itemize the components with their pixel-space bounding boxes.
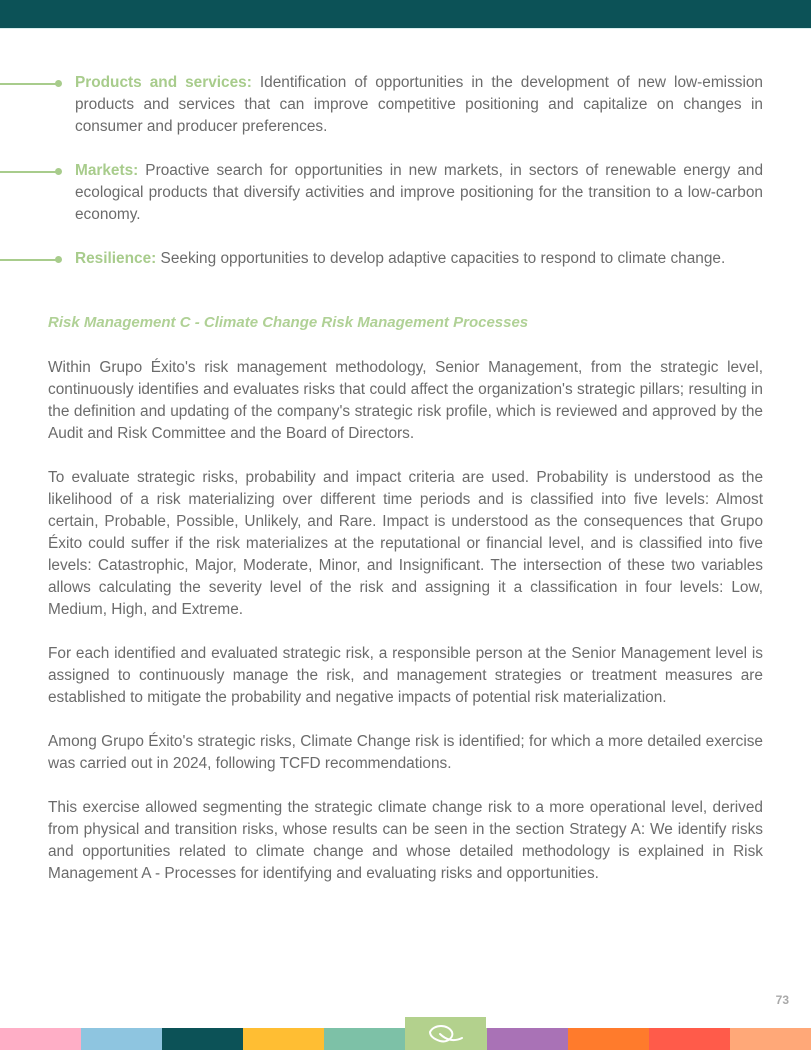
bullet-term: Products and services: bbox=[75, 74, 252, 91]
color-band-segment bbox=[568, 1028, 649, 1050]
list-item bbox=[75, 248, 763, 270]
color-band-segment bbox=[162, 1028, 243, 1050]
bullet-term: Markets: bbox=[75, 162, 139, 179]
bullet-text: Proactive search for opportunities in new markets, in sectors of renewable energy and ecological products that diversify activities and improve positioning for the transition to a low-carbon economy. bbox=[75, 162, 763, 223]
list-item bbox=[75, 72, 763, 138]
opportunity-list bbox=[0, 72, 811, 292]
bullet-dot-icon bbox=[55, 256, 62, 263]
bullet-text: Identification of opportunities in the development of new low-emission products and services that can improve competitive positioning and capitalize on changes in consumer and producer preferences. bbox=[75, 74, 763, 135]
color-band-segment bbox=[243, 1028, 324, 1050]
bullet-term: Resilience: bbox=[75, 250, 157, 267]
bullet-dot-icon bbox=[55, 168, 62, 175]
bullet-text: Seeking opportunities to develop adaptive capacities to respond to climate change. bbox=[156, 250, 726, 267]
connector-line bbox=[0, 171, 58, 173]
paragraph: To evaluate strategic risks, probability and impact criteria are used. Probability is understood as the likelihood of a risk materializing over different time periods and is classified into five levels: Almost certain, Probable, Possible, Unlikely, and Rare. Impact is understood as the consequences that Grupo Éxito could suffer if the risk materializes at the reputational or financial level, and is classified into five levels: Catastrophic, Major, Moderate, Minor, and Insignificant. The intersection of these two variables allows calculating the severity level of the risk and assigning it a classification in four levels: Low, Medium, High, and Extreme. bbox=[48, 469, 763, 618]
header-bar bbox=[0, 0, 811, 29]
color-band-segment bbox=[730, 1028, 811, 1050]
bullet-dot-icon bbox=[55, 80, 62, 87]
body-text bbox=[48, 357, 763, 907]
section-title: Risk Management C - Climate Change Risk Management Processes bbox=[48, 314, 529, 331]
connector-line bbox=[0, 259, 58, 261]
page-number: 73 bbox=[775, 993, 789, 1007]
color-band-segment bbox=[649, 1028, 730, 1050]
connector-line bbox=[0, 83, 58, 85]
leaf-logo-icon bbox=[424, 1022, 468, 1046]
list-item bbox=[75, 160, 763, 226]
paragraph: Within Grupo Éxito's risk management methodology, Senior Management, from the strategic level, continuously identifies and evaluates risks that could affect the organization's strategic pillars; resulting in the definition and updating of the company's strategic risk profile, which is reviewed and approved by the Audit and Risk Committee and the Board of Directors. bbox=[48, 359, 763, 442]
footer-logo-tab bbox=[405, 1017, 486, 1050]
paragraph: This exercise allowed segmenting the strategic climate change risk to a more operational level, derived from physical and transition risks, whose results can be seen in the section Strategy A: We identify risks and opportunities related to climate change and whose detailed methodology is explained in Risk Management A - Processes for identifying and evaluating risks and opportunities. bbox=[48, 799, 763, 882]
color-band-segment bbox=[81, 1028, 162, 1050]
paragraph: For each identified and evaluated strategic risk, a responsible person at the Senior Management level is assigned to continuously manage the risk, and management strategies or treatment measures are established to mitigate the probability and negative impacts of potential risk materialization. bbox=[48, 645, 763, 706]
color-band-segment bbox=[0, 1028, 81, 1050]
paragraph: Among Grupo Éxito's strategic risks, Climate Change risk is identified; for which a more detailed exercise was carried out in 2024, following TCFD recommendations. bbox=[48, 733, 763, 772]
color-band-segment bbox=[487, 1028, 568, 1050]
color-band-segment bbox=[324, 1028, 405, 1050]
